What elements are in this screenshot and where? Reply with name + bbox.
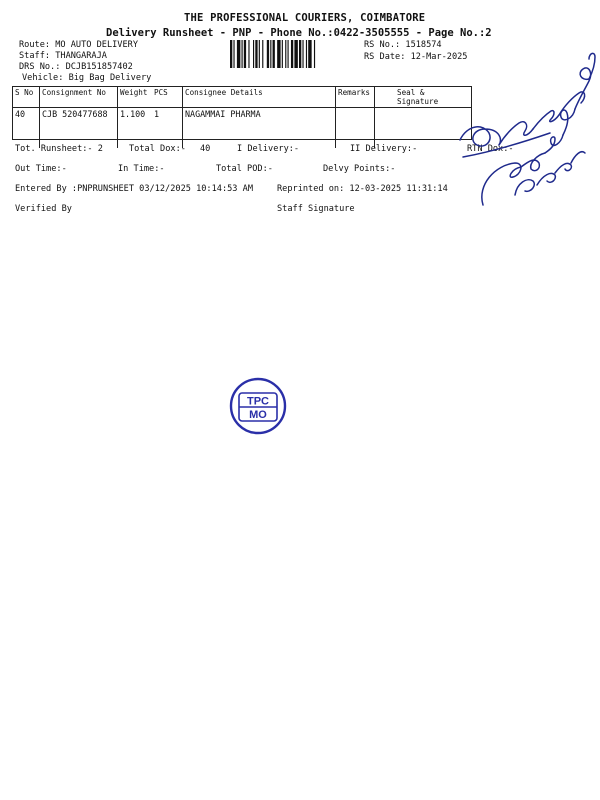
col-pcs: PCS bbox=[152, 87, 183, 108]
out-time: Out Time:- bbox=[15, 164, 67, 174]
col-sno: S No bbox=[13, 87, 40, 108]
cell-consignee: NAGAMMAI PHARMA bbox=[183, 108, 336, 149]
entered-by: Entered By :PNPRUNSHEET 03/12/2025 10:14:53 AM bbox=[15, 184, 253, 194]
rs-date: RS Date: 12-Mar-2025 bbox=[364, 52, 468, 62]
total-dox-value: 40 bbox=[200, 144, 211, 154]
cell-sno: 40 bbox=[15, 109, 26, 119]
rs-number: RS No.: 1518574 bbox=[364, 40, 442, 50]
cell-weight: 1.100 bbox=[118, 108, 153, 149]
route-label: Route: MO AUTO DELIVERY bbox=[19, 40, 138, 50]
drs-number: DRS No.: DCJB151857402 bbox=[19, 62, 133, 72]
total-pod: Total POD:- bbox=[216, 164, 273, 174]
delvy-points: Delvy Points:- bbox=[323, 164, 396, 174]
stamp-line-2: MO bbox=[249, 409, 267, 421]
tpc-mo-stamp bbox=[229, 377, 287, 435]
barcode-icon bbox=[230, 40, 348, 68]
ii-delivery: II Delivery:- bbox=[350, 144, 418, 154]
company-title: THE PROFESSIONAL COURIERS, COIMBATORE bbox=[184, 12, 426, 24]
verified-by: Verified By bbox=[15, 204, 72, 214]
runsheet-subtitle: Delivery Runsheet - PNP - Phone No.:0422-3505555 - Page No.:2 bbox=[106, 27, 492, 39]
cell-remarks bbox=[336, 108, 375, 149]
staff-label: Staff: THANGARAJA bbox=[19, 51, 107, 61]
table-row bbox=[13, 108, 471, 149]
cell-pcs: 1 bbox=[154, 109, 160, 119]
tot-runsheet: Tot. Runsheet:- 2 bbox=[15, 144, 103, 154]
handwritten-signature bbox=[455, 45, 600, 210]
col-consignment: Consignment No bbox=[40, 87, 118, 108]
col-consignee: Consignee Details bbox=[183, 87, 336, 108]
staff-signature-label: Staff Signature bbox=[277, 204, 355, 214]
rtn-dox: RTN Dox:- bbox=[467, 144, 514, 154]
col-seal-signature: Seal & Signature bbox=[375, 87, 472, 108]
cell-consignment: CJB 520477688 bbox=[40, 108, 118, 149]
stamp-line-1: TPC bbox=[247, 395, 269, 408]
col-weight: Weight bbox=[118, 87, 153, 108]
vehicle-label: Vehicle: Big Bag Delivery bbox=[22, 73, 152, 83]
i-delivery: I Delivery:- bbox=[237, 144, 300, 154]
reprinted-on: Reprinted on: 12-03-2025 11:31:14 bbox=[277, 184, 448, 194]
total-dox-label: Total Dox:- bbox=[129, 144, 186, 154]
consignment-table bbox=[12, 86, 472, 140]
col-remarks: Remarks bbox=[336, 87, 375, 108]
in-time: In Time:- bbox=[118, 164, 165, 174]
table-header-row bbox=[13, 87, 471, 108]
